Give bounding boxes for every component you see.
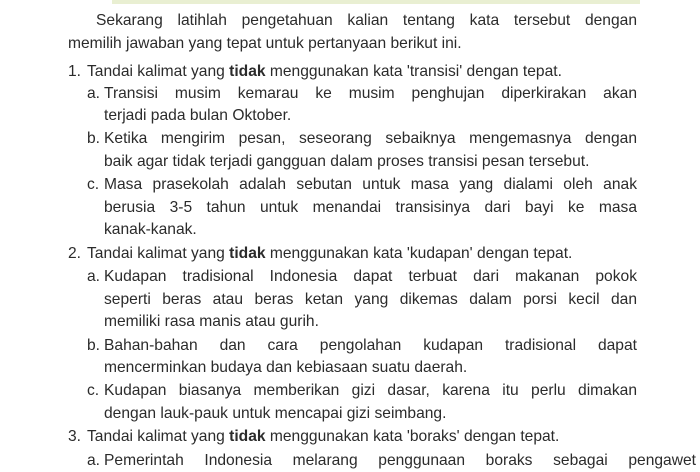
question-3-text-before: Tandai kalimat yang bbox=[87, 428, 230, 445]
question-1-emphasis: tidak bbox=[229, 63, 266, 80]
q1-option-a-line-2: terjadi pada bulan Oktober. bbox=[104, 107, 292, 124]
q2-option-b-letter: b. bbox=[87, 337, 101, 354]
question-2-emphasis: tidak bbox=[229, 245, 266, 262]
q2-option-c-letter: c. bbox=[87, 382, 100, 399]
question-2-text-before: Tandai kalimat yang bbox=[87, 245, 230, 262]
q2-option-b-line-1: Bahan-bahan dan cara pengolahan kudapan tradisional dapat bbox=[104, 337, 637, 354]
question-3-number: 3. bbox=[68, 428, 82, 445]
q1-option-a-line-1: Transisi musim kemarau ke musim penghujan diperkirakan akan bbox=[104, 85, 637, 102]
question-1-prompt bbox=[87, 61, 562, 83]
q1-option-b-letter: b. bbox=[87, 130, 101, 147]
q2-option-a-line-1: Kudapan tradisional Indonesia dapat terbuat dari makanan pokok bbox=[104, 268, 637, 285]
question-3-prompt bbox=[87, 426, 559, 448]
question-1-text-after: menggunakan kata 'transisi' dengan tepat. bbox=[265, 63, 562, 80]
q1-option-b-line-2: baik agar tidak terjadi gangguan dalam proses transisi pesan tersebut. bbox=[104, 153, 590, 170]
q1-option-c-line-2: berusia 3-5 tahun untuk menandai transisinya dari bayi ke masa bbox=[104, 199, 637, 216]
question-2-prompt bbox=[87, 243, 572, 265]
q1-option-c-letter: c. bbox=[87, 176, 100, 193]
question-1-number: 1. bbox=[68, 63, 82, 80]
q1-option-c-line-1: Masa prasekolah adalah sebutan untuk masa yang dialami oleh anak bbox=[104, 176, 637, 193]
q2-option-a-line-2: seperti beras atau beras ketan yang dikemas dalam porsi kecil dan bbox=[104, 291, 637, 308]
question-3-emphasis: tidak bbox=[229, 428, 266, 445]
question-2-text-after: menggunakan kata 'kudapan' dengan tepat. bbox=[265, 245, 573, 262]
q2-option-b-line-2: mencerminkan budaya dan kebiasaan suatu daerah. bbox=[104, 359, 468, 376]
q1-option-a-letter: a. bbox=[87, 85, 101, 102]
q1-option-c-line-3: kanak-kanak. bbox=[104, 221, 197, 238]
intro-line-1: Sekarang latihlah pengetahuan kalian tentang kata tersebut dengan bbox=[96, 12, 637, 29]
question-3-text-after: menggunakan kata 'boraks' dengan tepat. bbox=[265, 428, 560, 445]
q3-option-a-line-1: Pemerintah Indonesia melarang penggunaan boraks sebagai pengawet bbox=[104, 452, 696, 469]
header-rule bbox=[112, 0, 640, 4]
q3-option-a-letter: a. bbox=[87, 452, 101, 469]
intro-line-2: memilih jawaban yang tepat untuk pertanyaan berikut ini. bbox=[68, 35, 462, 52]
question-2-number: 2. bbox=[68, 245, 82, 262]
q2-option-a-letter: a. bbox=[87, 268, 101, 285]
q2-option-c-line-1: Kudapan biasanya memberikan gizi dasar, karena itu perlu dimakan bbox=[104, 382, 637, 399]
q1-option-b-line-1: Ketika mengirim pesan, seseorang sebaiknya mengemasnya dengan bbox=[104, 130, 637, 147]
q2-option-c-line-2: dengan lauk-pauk untuk mencapai gizi seimbang. bbox=[104, 405, 447, 422]
q2-option-a-line-3: memiliki rasa manis atau gurih. bbox=[104, 313, 319, 330]
question-1-text-before: Tandai kalimat yang bbox=[87, 63, 230, 80]
